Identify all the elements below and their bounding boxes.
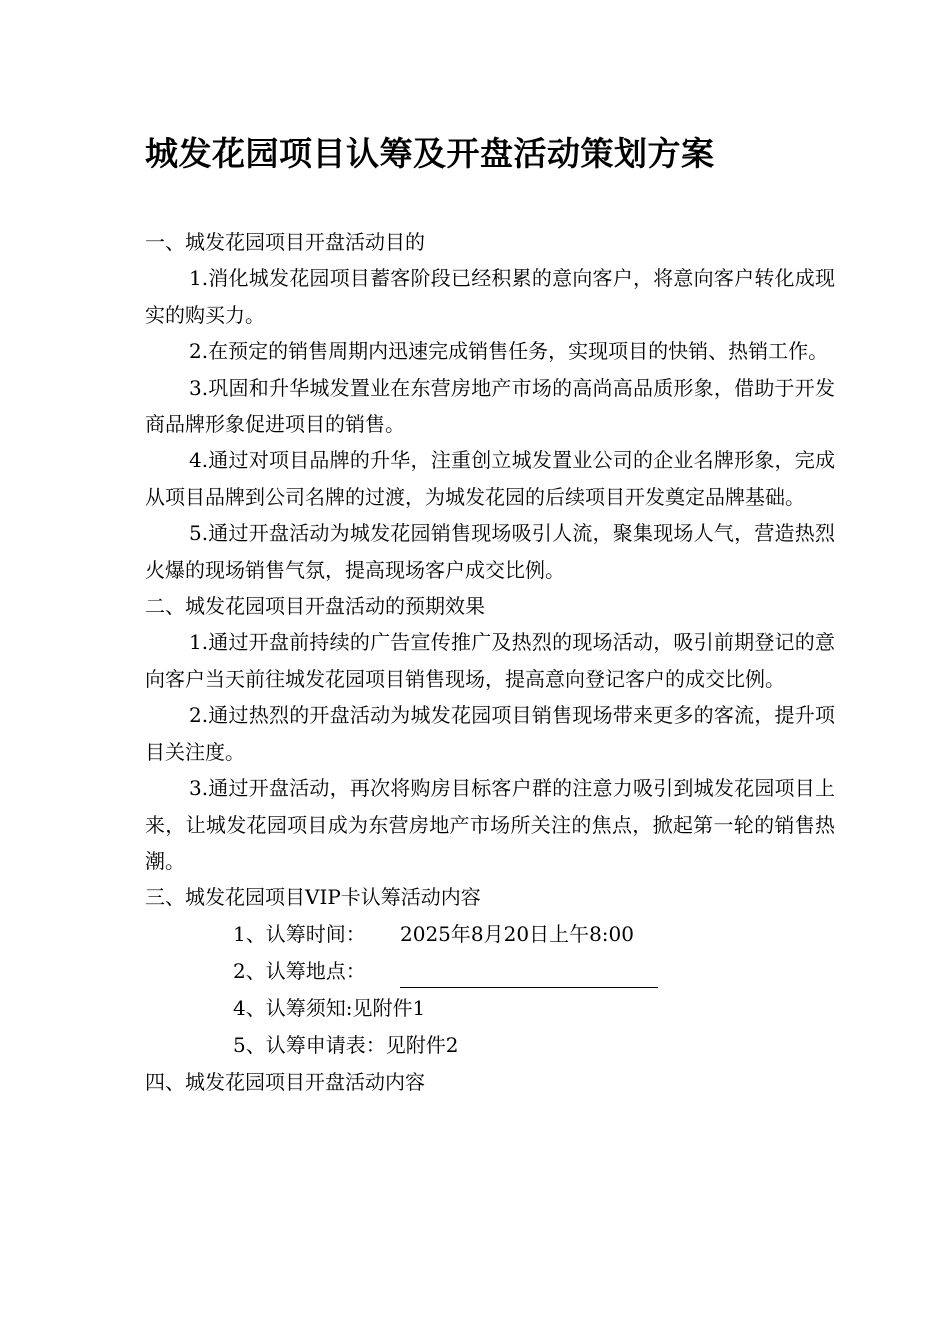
subscription-time-value: 2025年8月20日上午8:00	[400, 921, 634, 946]
section-heading-2: 二、城发花园项目开盘活动的预期效果	[145, 594, 485, 619]
document-title: 城发花园项目认筹及开盘活动策划方案	[145, 134, 715, 173]
paragraph: 3.通过开盘活动，再次将购房目标客户群的注意力吸引到城发花园项目上来，让城发花园项目成为东营房地产市场所关注的焦点，掀起第一轮的销售热潮。	[145, 776, 835, 873]
paragraph: 5.通过开盘活动为城发花园销售现场吸引人流，聚集现场人气，营造热烈火爆的现场销售气氛，提高现场客户成交比例。	[145, 521, 835, 582]
section-heading-1: 一、城发花园项目开盘活动目的	[145, 230, 425, 254]
subscription-notice-row: 4、认筹须知:见附件1	[233, 995, 426, 1020]
blank-underline	[400, 987, 658, 988]
section-heading-4: 四、城发花园项目开盘活动内容	[145, 1069, 425, 1094]
paragraph: 1.通过开盘前持续的广告宣传推广及热烈的现场活动，吸引前期登记的意向客户当天前往城发花园项目销售现场，提高意向登记客户的成交比例。	[145, 630, 835, 691]
subscription-time-label: 1、认筹时间：	[233, 921, 366, 946]
section-heading-3: 三、城发花园项目VIP卡认筹活动内容	[145, 885, 481, 910]
paragraph: 2.通过热烈的开盘活动为城发花园项目销售现场带来更多的客流，提升项目关注度。	[145, 703, 835, 764]
subscription-place-row	[145, 953, 835, 990]
subscription-time-row	[145, 916, 835, 953]
paragraph: 4.通过对项目品牌的升华，注重创立城发置业公司的企业名牌形象，完成从项目品牌到公司名牌的过渡，为城发花园的后续项目开发奠定品牌基础。	[145, 448, 835, 509]
document-body	[145, 224, 835, 1100]
subscription-form-row: 5、认筹申请表：见附件2	[233, 1032, 459, 1057]
subscription-place-label: 2、认筹地点：	[233, 958, 366, 983]
paragraph: 2.在预定的销售周期内迅速完成销售任务，实现项目的快销、热销工作。	[189, 339, 829, 364]
paragraph: 1.消化城发花园项目蓄客阶段已经积累的意向客户，将意向客户转化成现实的购买力。	[145, 266, 835, 327]
paragraph: 3.巩固和升华城发置业在东营房地产市场的高尚高品质形象，借助于开发商品牌形象促进项目的销售。	[145, 375, 835, 437]
